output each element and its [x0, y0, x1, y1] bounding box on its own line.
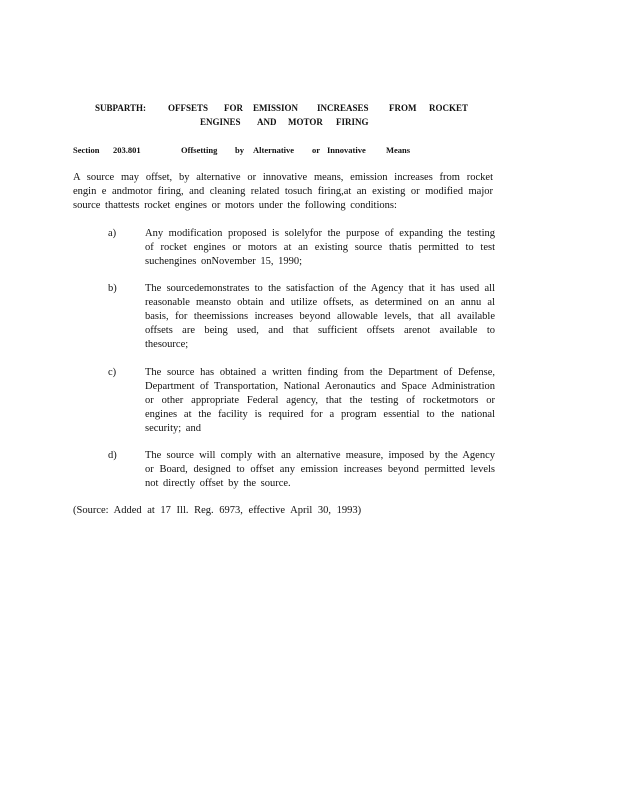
item-letter: b)	[108, 283, 117, 294]
section-title-word: Alternative	[253, 145, 295, 155]
subpart-title-word: AND	[257, 117, 277, 127]
subpart-title-word: OFFSETS	[168, 103, 209, 113]
section-label: Section	[73, 145, 100, 155]
section-number: 203.801	[113, 145, 141, 155]
item-text: Any modification proposed is solelyfor the purpose of expanding the testing of rocket engines or motors at an existing source thatis permitted to test suchengines onNovember 15, 1990;	[145, 228, 495, 267]
source-note: (Source: Added at 17 Ill. Reg. 6973, effective April 30, 1993)	[73, 505, 362, 516]
subpart-title-word: FOR	[224, 103, 243, 113]
subpart-title-word: MOTOR	[288, 117, 323, 127]
subpart-title-word: FROM	[389, 103, 417, 113]
section-title-word: by	[235, 145, 244, 155]
intro-paragraph: A source may offset, by alternative or innovative means, emission increases from rocket engin e andmotor firing, and cleaning related tosuch firing,at an existing or modified major source thattests rocket engines or motors under the following conditions:	[73, 172, 493, 211]
item-text: The source will comply with an alternative measure, imposed by the Agency or Board, designed to offset any emission increases beyond permitted levels not directly offset by the source.	[145, 450, 495, 489]
item-letter: a)	[108, 228, 117, 239]
item-letter: d)	[108, 450, 117, 461]
section-title-word: or	[312, 145, 321, 155]
item-text: The source has obtained a written finding from the Department of Defense, Department of Transportation, National Aeronautics and Space Administration or other appropriate Federal agency, that the testing of rocketmotors or engines at the facility is required for a program essential to the national security; and	[145, 367, 495, 434]
subpart-label: SUBPARTH:	[95, 103, 147, 113]
subpart-title-word: EMISSION	[253, 103, 299, 113]
item-text: The sourcedemonstrates to the satisfaction of the Agency that it has used all reasonable meansto obtain and utilize offsets, as determined on an annu al basis, for theemissions increases beyond allowable levels, that all available offsets are being used, and that sufficient offsets arenot available to thesource;	[145, 283, 495, 350]
subpart-title-word: INCREASES	[317, 103, 369, 113]
section-title-word: Means	[386, 145, 411, 155]
subpart-title-word: ENGINES	[200, 117, 241, 127]
section-title-word: Offsetting	[181, 145, 218, 155]
subpart-title-word: ROCKET	[429, 103, 469, 113]
item-letter: c)	[108, 367, 117, 378]
section-title-word: Innovative	[327, 145, 366, 155]
subpart-title-word: FIRING	[336, 117, 369, 127]
